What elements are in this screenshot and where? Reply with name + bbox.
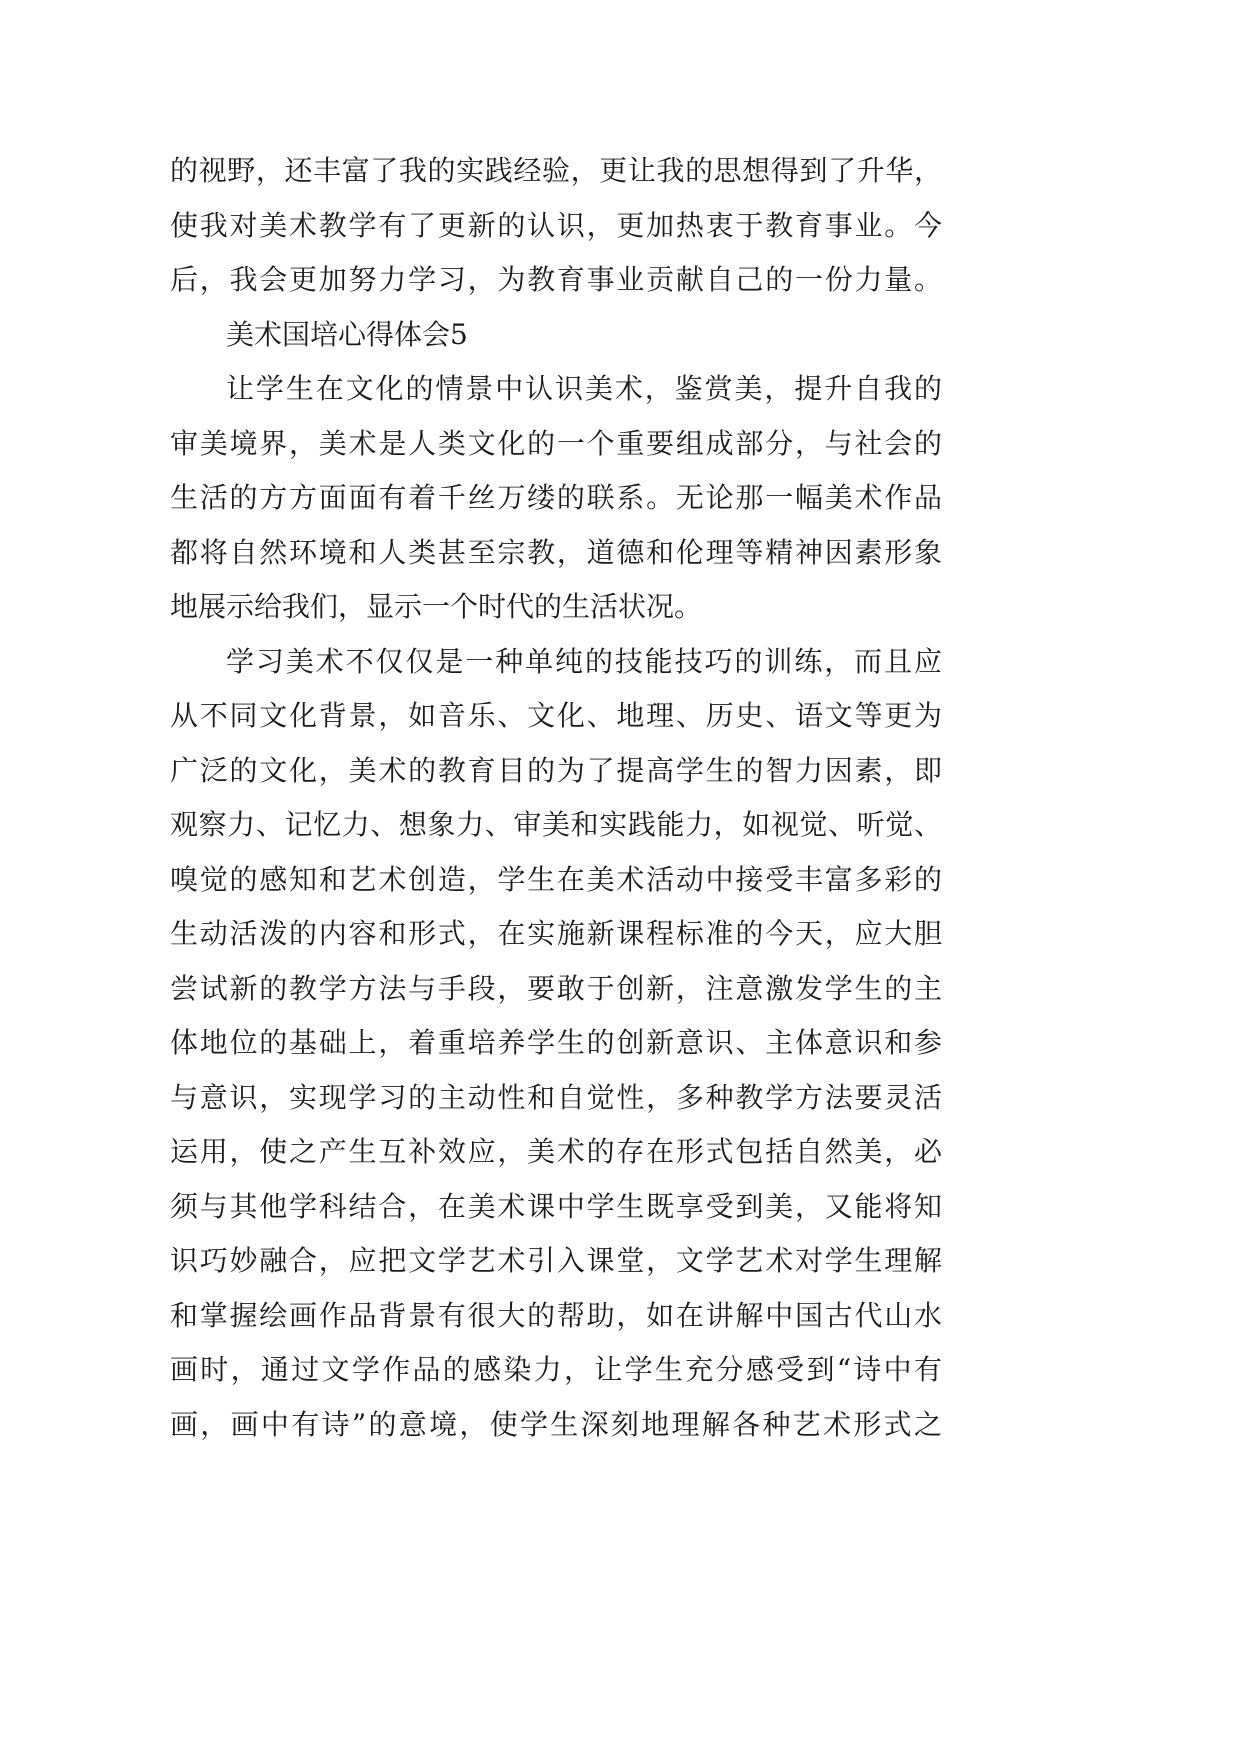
text-line: 生活的方方面面有着千丝万缕的联系。无论那一幅美术作品: [170, 481, 942, 514]
text-line: 地展示给我们，显示一个时代的生活状况。: [170, 590, 703, 623]
text-line: 审美境界，美术是人类文化的一个重要组成部分，与社会的: [170, 426, 942, 460]
text-line: 运用，使之产生互补效应，美术的存在形式包括自然美，必: [170, 1135, 942, 1168]
text-line: 和掌握绘画作品背景有很大的帮助，如在讲解中国古代山水: [170, 1298, 942, 1332]
text-line: 都将自然环境和人类甚至宗教，道德和伦理等精神因素形象: [170, 535, 942, 569]
paragraph-continued: [170, 144, 942, 308]
text-line: 从不同文化背景，如音乐、文化、地理、历史、语文等更为: [170, 699, 942, 732]
text-line: 识巧妙融合，应把文学艺术引入课堂，文学艺术对学生理解: [170, 1244, 942, 1277]
text-line: 须与其他学科结合，在美术课中学生既享受到美，又能将知: [170, 1189, 942, 1223]
text-line: 的视野，还丰富了我的实践经验，更让我的思想得到了升华，: [170, 154, 942, 187]
text-line: 观察力、记忆力、想象力、审美和实践能力，如视觉、听觉、: [170, 808, 942, 841]
paragraph: [170, 635, 942, 1453]
text-line: 让学生在文化的情景中认识美术，鉴赏美，提升自我的: [226, 372, 942, 405]
text-line: 体地位的基础上，着重培养学生的创新意识、主体意识和参: [170, 1026, 942, 1059]
text-line: 画，画中有诗”的意境，使学生深刻地理解各种艺术形式之: [170, 1407, 942, 1441]
text-line: 使我对美术教学有了更新的认识，更加热衷于教育事业。今: [170, 208, 942, 242]
text-line: 画时，通过文学作品的感染力，让学生充分感受到“诗中有: [170, 1353, 942, 1386]
text-line: 后，我会更加努力学习，为教育事业贡献自己的一份力量。: [170, 263, 942, 296]
text-line: 生动活泼的内容和形式，在实施新课程标准的今天，应大胆: [170, 917, 942, 950]
section-heading: 美术国培心得体会5: [226, 317, 468, 351]
document-body: [170, 144, 942, 1452]
text-line: 广泛的文化，美术的教育目的为了提高学生的智力因素，即: [170, 753, 942, 787]
text-line: 尝试新的教学方法与手段，要敢于创新，注意激发学生的主: [170, 971, 942, 1005]
paragraph: [170, 362, 942, 635]
text-line: 与意识，实现学习的主动性和自觉性，多种教学方法要灵活: [170, 1080, 942, 1114]
text-line: 学习美术不仅仅是一种单纯的技能技巧的训练，而且应: [226, 644, 942, 678]
text-line: 嗅觉的感知和艺术创造，学生在美术活动中接受丰富多彩的: [170, 862, 942, 896]
